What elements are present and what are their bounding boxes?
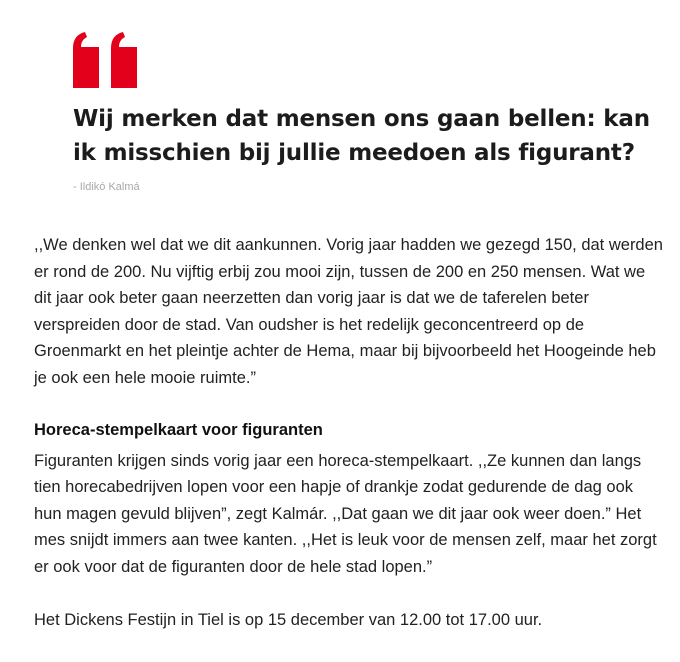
article-paragraph: ,,We denken wel dat we dit aankunnen. Vorig jaar hadden we gezegd 150, dat werden er rond de 200. Nu vijftig erbij zou mooi zijn, tussen de 200 en 250 mensen. Wat we dit jaar ook beter gaan neerzetten dan vorig jaar is dat we de taferelen beter verspreiden door de stad. Van oudsher is het redelijk geconcentreerd op de Groenmarkt en het pleintje achter de Hema, maar bij bijvoorbeeld het Hoogeinde heb je ook een hele mooie ruimte.” — [34, 236, 663, 387]
article-body — [34, 232, 664, 634]
article-paragraph: Het Dickens Festijn in Tiel is op 15 december van 12.00 tot 17.00 uur. — [34, 611, 543, 629]
article-subheading: Horeca-stempelkaart voor figuranten — [34, 421, 323, 439]
pull-quote — [73, 32, 653, 193]
quote-author: - Ildikó Kalmá — [73, 181, 140, 193]
article-paragraph: Figuranten krijgen sinds vorig jaar een horeca-stempelkaart. ,,Ze kunnen dan langs tien horecabedrijven lopen voor een hapje of drankje zodat gedurende de dag ook hun magen gevuld blijven”, zegt Kalmár. ,,Dat gaan we dit jaar ook weer doen.” Het mes snijdt immers aan twee kanten. ,,Het is leuk voor de mensen zelf, maar het zorgt er ook voor dat de figuranten door de hele stad lopen.” — [34, 451, 657, 576]
quote-text: Wij merken dat mensen ons gaan bellen: kan ik misschien bij jullie meedoen als figurant? — [73, 106, 650, 166]
quote-marks-icon — [73, 32, 137, 88]
